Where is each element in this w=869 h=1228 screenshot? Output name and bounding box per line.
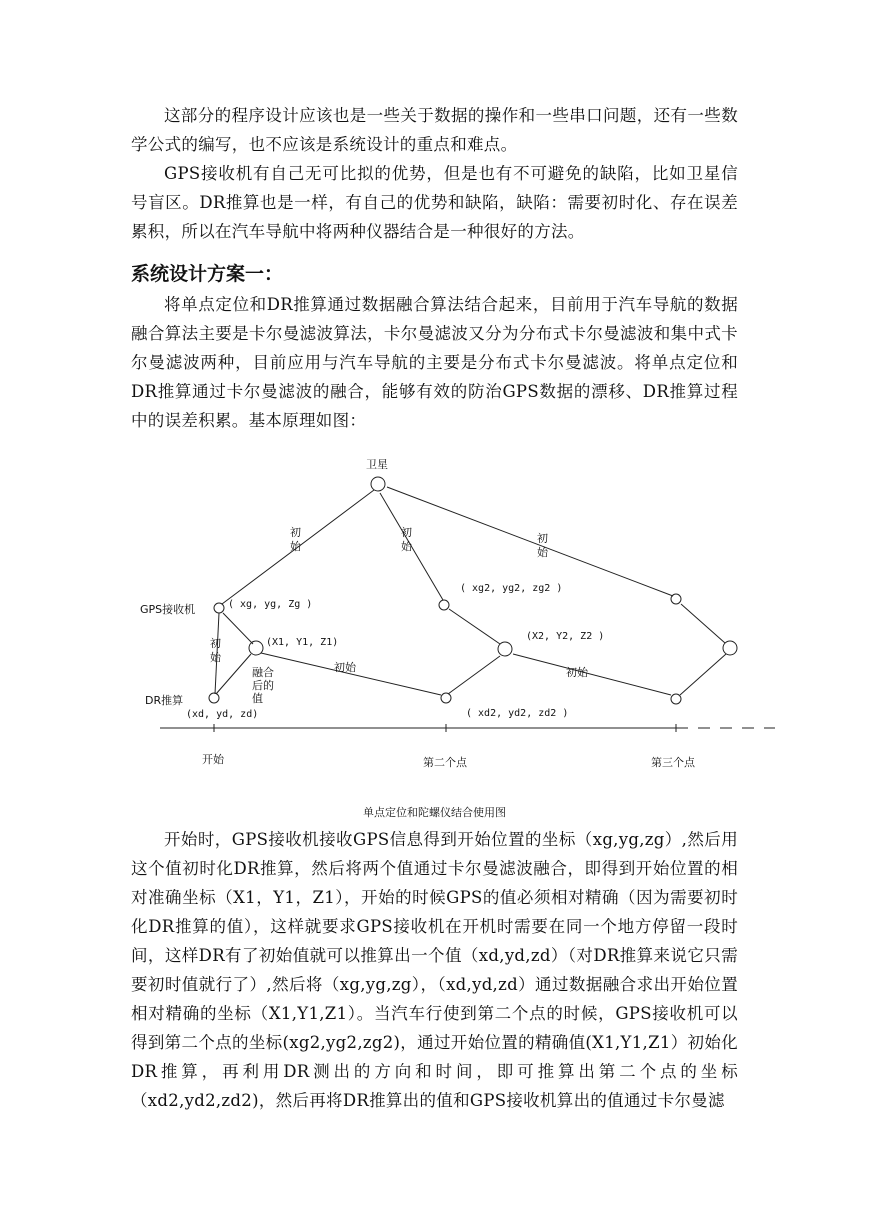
gps-node-2 — [439, 600, 449, 610]
dr-calc-label: DR推算 — [145, 694, 184, 707]
dr-node-3 — [671, 694, 681, 704]
init-label-d2: 始 — [210, 651, 221, 664]
init-label-b1: 初 — [401, 526, 412, 539]
fused-value-label-3: 值 — [252, 692, 263, 705]
fused-coord-2: (X2, Y2, Z2 ) — [526, 631, 605, 642]
satellite-label: 卫星 — [366, 458, 388, 471]
init-label-b2: 始 — [401, 540, 412, 553]
dr-node-2 — [441, 693, 451, 703]
axis-third-label: 第三个点 — [651, 756, 695, 769]
init-label-a2: 始 — [290, 540, 301, 553]
gps-node-3 — [671, 594, 681, 604]
fused-value-label-1: 融合 — [252, 666, 274, 679]
section-heading: 系统设计方案一： — [131, 263, 284, 285]
dr-coord-2: ( xd2, yd2, zd2 ) — [466, 708, 569, 719]
dr-node-1 — [209, 693, 219, 703]
init-label-d1: 初 — [210, 637, 221, 650]
gps-coord-1: ( xg, yg, Zg ) — [228, 599, 313, 610]
paragraph-1: 这部分的程序设计应该也是一些关于数据的操作和一些串口问题，还有一些数学公式的编写，也不应该是系统设计的重点和难点。 — [131, 106, 738, 154]
init-label-e: 初始 — [334, 661, 356, 674]
kalman-fusion-diagram — [0, 440, 869, 800]
gps-coord-2: ( xg2, yg2, zg2 ) — [460, 583, 563, 594]
fused-coord-1: (X1, Y1, Z1) — [266, 637, 339, 648]
fused-node-3 — [723, 641, 737, 655]
axis-start-label: 开始 — [202, 753, 224, 766]
paragraph-2: GPS接收机有自己无可比拟的优势，但是也有不可避免的缺陷，比如卫星信号盲区。DR推算也是一样，有自己的优势和缺陷，缺陷：需要初时化、存在误差累积，所以在汽车导航中将两种仪器结合是一种很好的方法。 — [131, 164, 738, 241]
init-label-f: 初始 — [566, 666, 588, 679]
fused-node-1 — [249, 641, 263, 655]
dr-coord-1: (xd, yd, zd) — [186, 709, 259, 720]
satellite-node — [371, 477, 385, 491]
init-label-c1: 初 — [537, 532, 548, 545]
figure-caption: 单点定位和陀螺仪结合使用图 — [363, 806, 506, 819]
gps-receiver-label: GPS接收机 — [140, 603, 196, 616]
gps-node-1 — [214, 603, 224, 613]
fused-node-2 — [498, 642, 512, 656]
paragraph-4: 开始时，GPS接收机接收GPS信息得到开始位置的坐标（xg,yg,zg）,然后用这个值初时化DR推算，然后将两个值通过卡尔曼滤波融合，即得到开始位置的相对准确坐标（X1，Y1，Z1），开始的时候GPS的值必须相对精确（因为需要初时化DR推算的值），这样就要求GPS接收机在开机时需要在同一个地方停留一段时间，这样DR有了初始值就可以推算出一个值（xd,yd,zd）（对DR推算来说它只需要初时值就行了）,然后将（xg,yg,zg），（xd,yd,zd）通过数据融合求出开始位置相对精确的坐标（X1,Y1,Z1）。当汽车行使到第二个点的时候，GPS接收机可以得到第二个点的坐标(xg2,yg2,zg2)，通过开始位置的精确值(X1,Y1,Z1）初始化DR推算，再利用DR测出的方向和时间，即可推算出第二个点的坐标（xd2,yd2,zd2)，然后再将DR推算出的值和GPS接收机算出的值通过卡尔曼滤 — [131, 830, 738, 1110]
init-label-c2: 始 — [537, 546, 548, 559]
fused-value-label-2: 后的 — [252, 679, 274, 692]
init-label-a1: 初 — [290, 526, 301, 539]
axis-second-label: 第二个点 — [423, 756, 467, 769]
paragraph-3: 将单点定位和DR推算通过数据融合算法结合起来，目前用于汽车导航的数据融合算法主要是卡尔曼滤波算法，卡尔曼滤波又分为分布式卡尔曼滤波和集中式卡尔曼滤波两种，目前应用与汽车导航的主要是分布式卡尔曼滤波。将单点定位和DR推算通过卡尔曼滤波的融合，能够有效的防治GPS数据的漂移、DR推算过程中的误差积累。基本原理如图： — [131, 295, 738, 430]
